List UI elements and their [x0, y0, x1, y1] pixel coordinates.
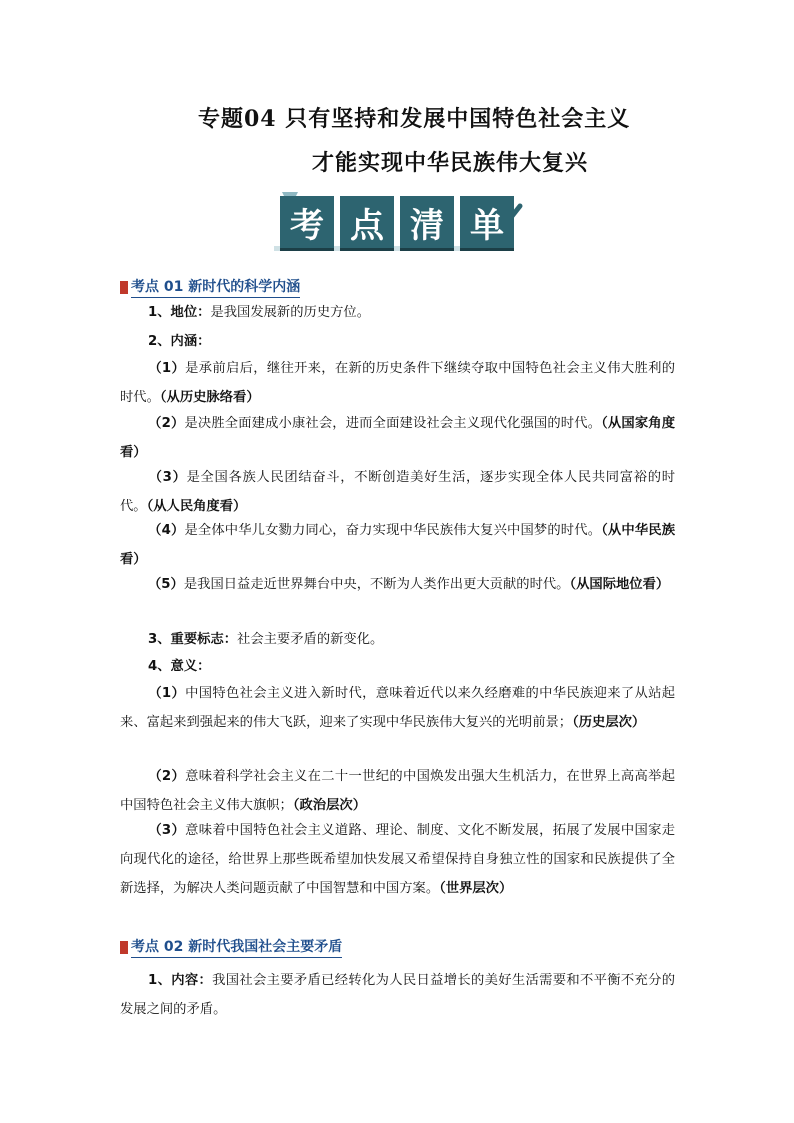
banner-char-4: 单: [460, 196, 514, 251]
s2-p1: 1、内容：我国社会主要矛盾已经转化为人民日益增长的美好生活需要和不平衡不充分的发展之间的矛盾。: [120, 973, 675, 1017]
section-1-heading: 考点 01 新时代的科学内涵: [120, 276, 300, 298]
s1-p4: （2）是决胜全面建成小康社会，进而全面建设社会主义现代化强国的时代。（从国家角度看）: [120, 416, 675, 460]
s1-p3: （1）是承前启后，继往开来，在新的历史条件下继续夺取中国特色社会主义伟大胜利的时代。（从历史脉络看）: [120, 361, 675, 405]
banner-char-1: 考: [280, 196, 334, 251]
s1-p11: （2）意味着科学社会主义在二十一世纪的中国焕发出强大生机活力，在世界上高高举起中国特色社会主义伟大旗帜；（政治层次）: [120, 769, 675, 813]
red-square-icon: [120, 941, 128, 954]
s1-p12: （3）意味着中国特色社会主义道路、理论、制度、文化不断发展，拓展了发展中国家走向现代化的途径，给世界上那些既希望加快发展又希望保持自身独立性的国家和民族提供了全新选择，为解决人类问题贡献了中国智慧和中国方案。（世界层次）: [120, 823, 675, 896]
s1-p6: （4）是全体中华儿女勠力同心，奋力实现中华民族伟大复兴中国梦的时代。（从中华民族看）: [120, 523, 675, 567]
s1-p9: 4、意义：: [148, 659, 211, 674]
red-square-icon: [120, 281, 128, 294]
kaodian-qingdan-banner: [268, 186, 528, 256]
section-2-heading: 考点 02 新时代我国社会主要矛盾: [120, 936, 342, 958]
banner-char-3: 清: [400, 196, 454, 251]
s1-p2: 2、内涵：: [148, 334, 211, 349]
title-line-2: 才能实现中华民族伟大复兴: [312, 150, 589, 176]
s1-p5: （3）是全国各族人民团结奋斗，不断创造美好生活，逐步实现全体人民共同富裕的时代。（从人民角度看）: [120, 470, 675, 514]
s1-p8: 3、重要标志：社会主要矛盾的新变化。: [148, 632, 384, 647]
s1-p1: 1、地位：是我国发展新的历史方位。: [148, 305, 371, 320]
title-line-1: 专题04 只有坚持和发展中国特色社会主义: [198, 106, 631, 132]
banner-char-2: 点: [340, 196, 394, 251]
s1-p7: （5）是我国日益走近世界舞台中央，不断为人类作出更大贡献的时代。（从国际地位看）: [148, 577, 670, 592]
s1-p10: （1）中国特色社会主义进入新时代，意味着近代以来久经磨难的中华民族迎来了从站起来、富起来到强起来的伟大飞跃，迎来了实现中华民族伟大复兴的光明前景；（历史层次）: [120, 686, 675, 730]
